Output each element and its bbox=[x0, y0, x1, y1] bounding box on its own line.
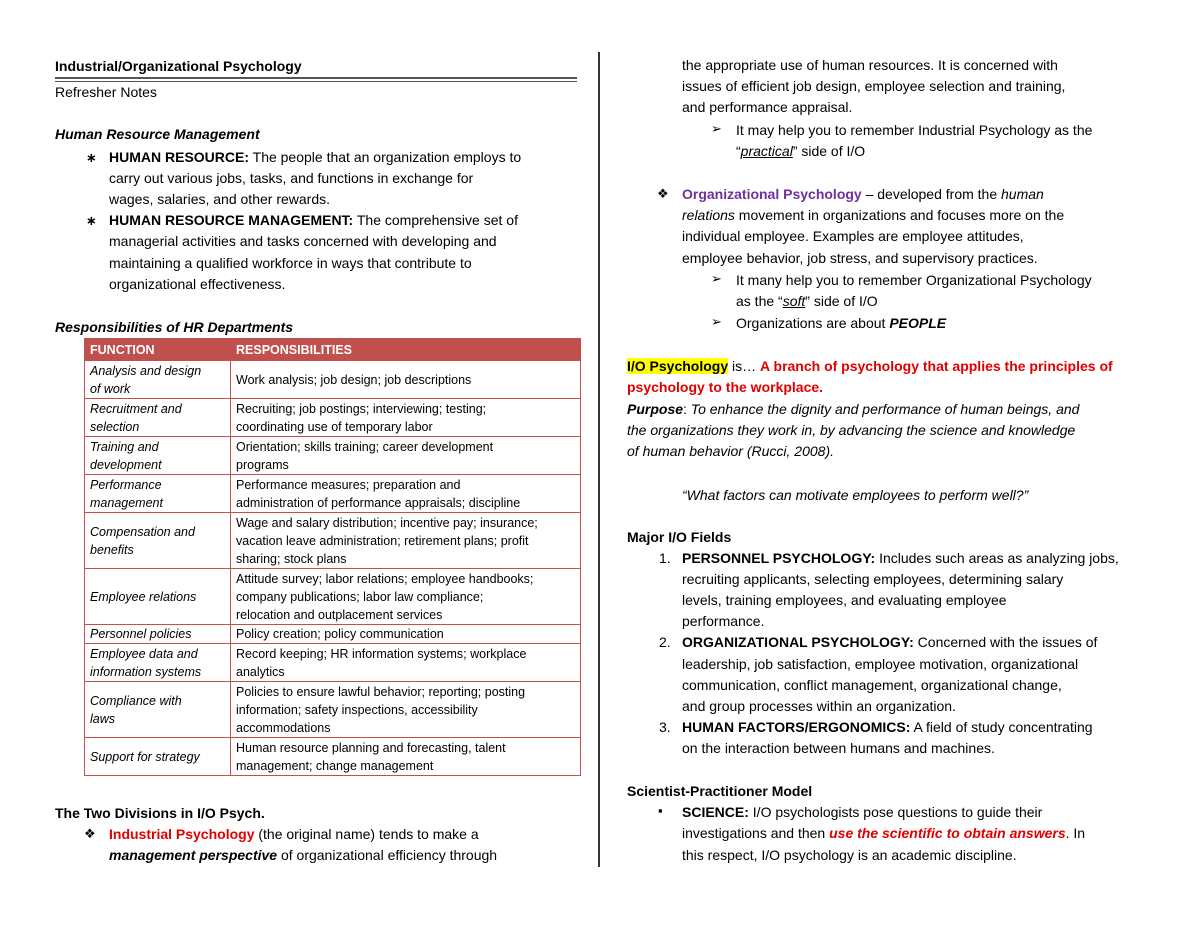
responsibilities-cell: Human resource planning and forecasting, talent management; change management bbox=[231, 738, 581, 776]
field-2-line-1: ORGANIZATIONAL PSYCHOLOGY: Concerned with the issues of bbox=[682, 634, 1098, 650]
function-cell: Analysis and design of work bbox=[85, 361, 231, 399]
diamond-bullet-icon: ❖ bbox=[84, 826, 96, 841]
field-1-line-3: levels, training employees, and evaluating employee bbox=[682, 592, 1007, 608]
table-header-row bbox=[85, 339, 581, 361]
function-cell: Compensation and benefits bbox=[85, 513, 231, 569]
responsibilities-cell: Policies to ensure lawful behavior; reporting; posting information; safety inspections, accessibility accommodations bbox=[231, 682, 581, 738]
hr-definition-line-2: carry out various jobs, tasks, and functions in exchange for bbox=[109, 170, 474, 186]
document-title: Industrial/Organizational Psychology bbox=[55, 58, 302, 74]
motivation-quote: “What factors can motivate employees to perform well?” bbox=[682, 487, 1029, 503]
responsibilities-cell: Recruiting; job postings; interviewing; testing; coordinating use of temporary labor bbox=[231, 399, 581, 437]
arrow-bullet-icon: ➢ bbox=[711, 314, 722, 329]
industrial-note-line-2: “practical” side of I/O bbox=[736, 143, 866, 159]
document-subtitle: Refresher Notes bbox=[55, 84, 157, 100]
industrial-cont-line-3: and performance appraisal. bbox=[682, 99, 853, 115]
function-cell: Training and development bbox=[85, 437, 231, 475]
table-row bbox=[85, 437, 581, 475]
table-row bbox=[85, 513, 581, 569]
purpose-line-3: of human behavior (Rucci, 2008). bbox=[627, 443, 834, 459]
fields-heading: Major I/O Fields bbox=[627, 529, 732, 545]
asterisk-bullet-icon: ∗ bbox=[86, 213, 97, 228]
io-definition-line-2: psychology to the workplace. bbox=[627, 379, 824, 395]
table-row bbox=[85, 682, 581, 738]
hrm-definition-line-2: managerial activities and tasks concerned with developing and bbox=[109, 233, 497, 249]
table-row bbox=[85, 361, 581, 399]
organizational-note-line-3: Organizations are about PEOPLE bbox=[736, 315, 947, 331]
hrm-definition-line-1: HUMAN RESOURCE MANAGEMENT: The comprehensive set of bbox=[109, 212, 518, 228]
model-heading: Scientist-Practitioner Model bbox=[627, 783, 813, 799]
purpose-line-2: the organizations they work in, by advancing the science and knowledge bbox=[627, 422, 1076, 438]
industrial-cont-line-2: issues of efficient job design, employee selection and training, bbox=[682, 78, 1066, 94]
field-number: 2. bbox=[659, 634, 671, 650]
responsibilities-heading: Responsibilities of HR Departments bbox=[55, 319, 294, 335]
field-3-line-1: HUMAN FACTORS/ERGONOMICS: A field of study concentrating bbox=[682, 719, 1093, 735]
function-cell: Support for strategy bbox=[85, 738, 231, 776]
arrow-bullet-icon: ➢ bbox=[711, 271, 722, 286]
field-2-line-4: and group processes within an organization. bbox=[682, 698, 956, 714]
science-line-3: this respect, I/O psychology is an academic discipline. bbox=[682, 847, 1017, 863]
field-1-line-1: PERSONNEL PSYCHOLOGY: Includes such areas as analyzing jobs, bbox=[682, 550, 1119, 566]
table-row bbox=[85, 738, 581, 776]
table-row bbox=[85, 475, 581, 513]
field-1-line-4: performance. bbox=[682, 613, 765, 629]
hrm-definition-line-3: maintaining a qualified workforce in ways that contribute to bbox=[109, 255, 472, 271]
organizational-note-line-2: as the “soft” side of I/O bbox=[736, 293, 878, 309]
industrial-line-2: management perspective of organizational efficiency through bbox=[109, 847, 498, 863]
field-2-line-3: communication, conflict management, organizational change, bbox=[682, 677, 1062, 693]
function-cell: Recruitment and selection bbox=[85, 399, 231, 437]
field-2-line-2: leadership, job satisfaction, employee motivation, organizational bbox=[682, 656, 1079, 672]
hr-responsibilities-table bbox=[84, 338, 581, 776]
table-row bbox=[85, 625, 581, 644]
purpose-line-1: Purpose: To enhance the dignity and performance of human beings, and bbox=[627, 401, 1080, 417]
column-header-responsibilities: RESPONSIBILITIES bbox=[231, 339, 581, 361]
field-number: 1. bbox=[659, 550, 671, 566]
arrow-bullet-icon: ➢ bbox=[711, 121, 722, 136]
organizational-line-1: Organizational Psychology – developed from the human bbox=[682, 186, 1044, 202]
table-row bbox=[85, 399, 581, 437]
asterisk-bullet-icon: ∗ bbox=[86, 150, 97, 165]
title-rule-thick bbox=[55, 77, 577, 79]
function-cell: Employee relations bbox=[85, 569, 231, 625]
organizational-line-3: individual employee. Examples are employee attitudes, bbox=[682, 228, 1024, 244]
organizational-line-2: relations movement in organizations and focuses more on the bbox=[682, 207, 1065, 223]
table-row bbox=[85, 569, 581, 625]
science-line-2: investigations and then use the scientific to obtain answers. In bbox=[682, 825, 1086, 841]
science-line-1: SCIENCE: I/O psychologists pose questions to guide their bbox=[682, 804, 1043, 820]
square-bullet-icon: ▪ bbox=[658, 803, 663, 818]
field-number: 3. bbox=[659, 719, 671, 735]
industrial-note-line-1: It may help you to remember Industrial Psychology as the bbox=[736, 122, 1093, 138]
hr-definition-line-1: HUMAN RESOURCE: The people that an organization employs to bbox=[109, 149, 522, 165]
responsibilities-cell: Performance measures; preparation and administration of performance appraisals; discipline bbox=[231, 475, 581, 513]
responsibilities-cell: Policy creation; policy communication bbox=[231, 625, 581, 644]
diamond-bullet-icon: ❖ bbox=[657, 186, 669, 201]
industrial-line-1: Industrial Psychology (the original name) tends to make a bbox=[109, 826, 479, 842]
responsibilities-cell: Record keeping; HR information systems; workplace analytics bbox=[231, 644, 581, 682]
responsibilities-cell: Attitude survey; labor relations; employee handbooks; company publications; labor law compliance; relocation and outplacement services bbox=[231, 569, 581, 625]
hrm-definition-line-4: organizational effectiveness. bbox=[109, 276, 286, 292]
field-1-line-2: recruiting applicants, selecting employees, determining salary bbox=[682, 571, 1064, 587]
function-cell: Personnel policies bbox=[85, 625, 231, 644]
table-row bbox=[85, 644, 581, 682]
function-cell: Compliance with laws bbox=[85, 682, 231, 738]
field-3-line-2: on the interaction between humans and machines. bbox=[682, 740, 995, 756]
function-cell: Performance management bbox=[85, 475, 231, 513]
industrial-cont-line-1: the appropriate use of human resources. It is concerned with bbox=[682, 57, 1058, 73]
io-definition-line-1: I/O Psychology is… A branch of psychology that applies the principles of bbox=[627, 358, 1113, 374]
function-cell: Employee data and information systems bbox=[85, 644, 231, 682]
column-header-function: FUNCTION bbox=[85, 339, 231, 361]
responsibilities-cell: Orientation; skills training; career development programs bbox=[231, 437, 581, 475]
divisions-heading: The Two Divisions in I/O Psych. bbox=[55, 805, 265, 821]
responsibilities-cell: Wage and salary distribution; incentive pay; insurance; vacation leave administration; retirement plans; profit sharing; stock plans bbox=[231, 513, 581, 569]
column-separator bbox=[598, 52, 600, 867]
hr-definition-line-3: wages, salaries, and other rewards. bbox=[109, 191, 330, 207]
hrm-heading: Human Resource Management bbox=[55, 126, 260, 142]
organizational-note-line-1: It many help you to remember Organizational Psychology bbox=[736, 272, 1092, 288]
responsibilities-cell: Work analysis; job design; job descriptions bbox=[231, 361, 581, 399]
organizational-line-4: employee behavior, job stress, and supervisory practices. bbox=[682, 250, 1038, 266]
